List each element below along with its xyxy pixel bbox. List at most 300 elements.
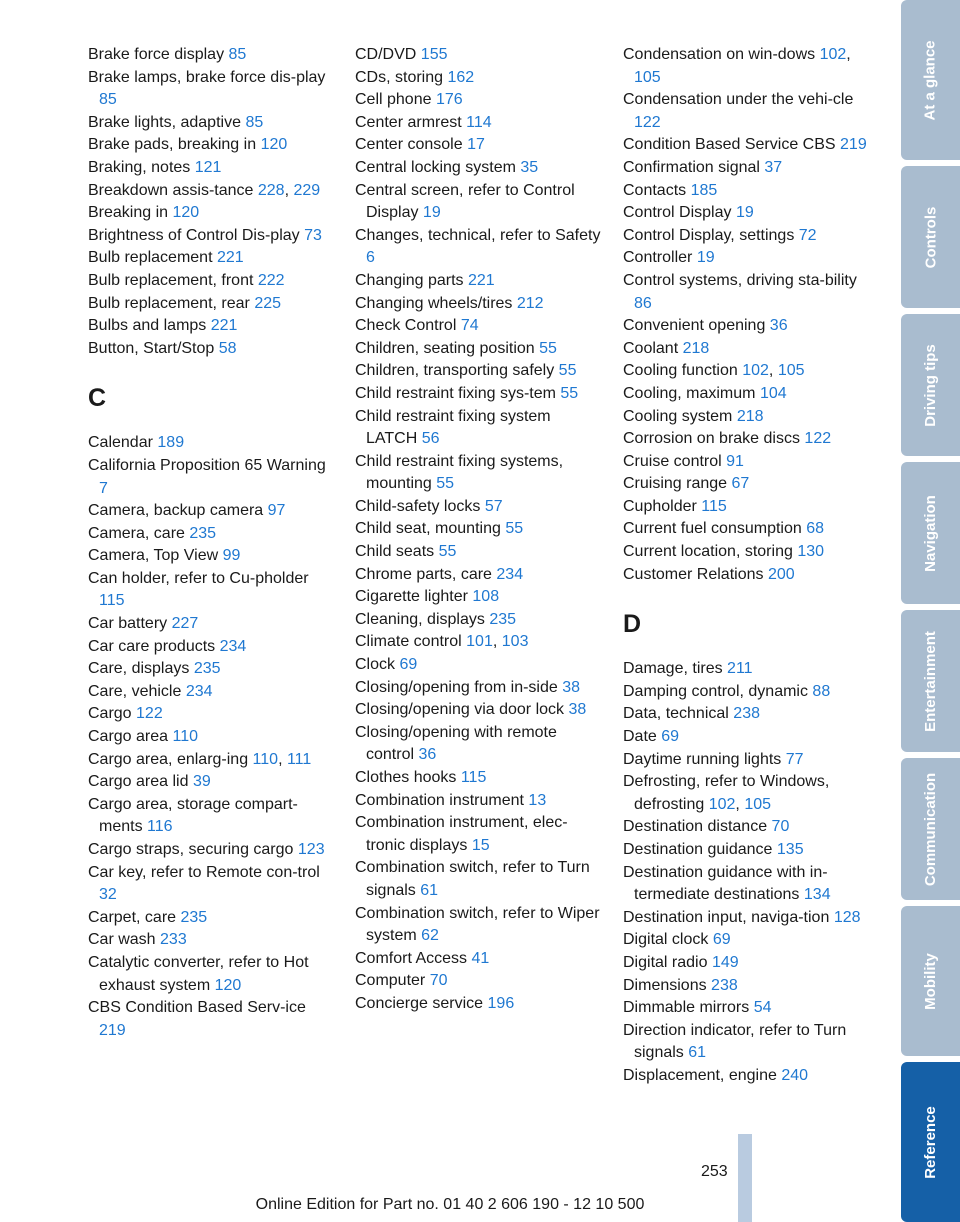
index-entry-text: Bulbs and lamps [88,317,207,335]
index-entry [88,455,328,500]
page-link[interactable]: 77 [785,750,804,768]
index-entry-text: Cruising range [623,475,728,493]
index-entry [355,225,605,270]
page-link[interactable]: 218 [736,407,764,425]
index-entry [88,44,328,67]
page-link[interactable]: 6 [366,249,375,267]
page-link[interactable]: 74 [460,317,479,335]
page-link[interactable]: 122 [136,705,163,723]
page-link[interactable]: 67 [731,475,750,493]
index-entry [88,862,328,907]
tab-navigation[interactable] [901,462,960,604]
index-entry-text: Contacts [623,181,687,199]
page-link[interactable]: 39 [192,773,211,791]
page-link[interactable]: 55 [558,362,577,380]
index-entry: Breakdown assis-tance 228, 229 [88,181,321,199]
index-entry-text: Clock [355,656,396,674]
tab-label: At a glance [922,39,939,121]
page-link[interactable]: 55 [539,339,557,357]
index-entry [623,1065,868,1088]
page-link[interactable]: 36 [769,317,788,335]
index-entry [355,541,605,564]
page-link[interactable]: 222 [257,271,285,289]
index-entry [88,293,328,316]
index-entry [88,681,328,704]
index-entry-text: Care, displays [88,660,190,678]
tab-communication[interactable] [901,758,960,900]
page-link[interactable]: 38 [568,701,587,719]
index-column-1 [88,44,328,1042]
index-entry [355,948,605,971]
index-entry: Cargo area, enlarg-ing 110, 111 [88,750,312,768]
index-entry-text: Changing wheels/tires [355,294,513,312]
index-entry-text: Cigarette lighter [355,588,468,606]
page-link[interactable]: 55 [505,520,524,538]
page-link[interactable]: 85 [228,46,247,63]
index-entry-text: Breaking in [88,204,169,222]
footer-edition: Online Edition for Part no. 01 40 2 606 190 - 12 10 500 [255,1196,645,1213]
page-link[interactable]: 102 [819,46,847,63]
chapter-tabs [901,0,960,1222]
page-link[interactable]: 120 [260,136,288,154]
page-link[interactable]: 234 [496,565,524,583]
index-entry-text: Breakdown assis-tance [88,181,254,199]
index-entry-text: Care, vehicle [88,682,182,700]
index-entry-text: Children, seating position [355,339,535,357]
page-link[interactable]: 19 [422,204,441,222]
index-entry [623,749,868,772]
page-link[interactable]: 13 [528,791,547,809]
tab-label: Controls [922,206,940,268]
index-entry-text: Central locking system [355,158,516,176]
page-link[interactable]: 85 [245,113,264,131]
page-link[interactable]: 7 [99,479,108,497]
index-entry-text: Current fuel consumption [623,520,802,538]
index-entry [355,451,605,496]
index-entry-text: Destination guidance [623,841,773,858]
page-link[interactable]: 61 [688,1044,707,1062]
index-entry-text: Data, technical [623,705,729,723]
page-link[interactable]: 68 [806,520,825,538]
index-column-3 [623,44,868,1088]
index-entry [355,677,605,700]
index-entry [355,586,605,609]
index-entry [355,338,605,361]
index-entry-text: Convenient opening [623,317,766,335]
index-entry-text: Cargo area, storage compart-ments [88,795,298,836]
index-entry: Cooling function 102, 105 [623,362,805,380]
page-link[interactable]: 115 [701,497,727,515]
index-entry [623,541,868,564]
index-entry: Condensation on win-dows 102, 105 [623,46,851,86]
index-entry [623,862,868,907]
index-entry [623,726,868,749]
page-link[interactable]: 91 [726,452,744,470]
page-link[interactable]: 56 [421,430,440,448]
index-entry-text: Brake lamps, brake force dis-play [88,68,326,86]
page-link[interactable]: 54 [753,999,772,1017]
page-link[interactable]: 32 [99,886,117,904]
index-entry [623,816,868,839]
page-link[interactable]: 61 [420,881,439,899]
index-entry-text: Bulb replacement, rear [88,294,250,312]
index-entry-text: Cargo area lid [88,773,189,791]
index-entry-text: Cupholder [623,497,697,515]
index-entry-text: Carpet, care [88,908,177,926]
page-link[interactable]: 162 [447,68,475,86]
page-link[interactable]: 155 [420,46,448,63]
index-entry [88,270,328,293]
index-entry [355,654,605,677]
index-entry-text: Camera, backup camera [88,502,264,520]
page-link[interactable]: 238 [733,705,760,723]
page-link[interactable]: 225 [254,294,282,312]
page-link[interactable]: 122 [634,113,661,131]
page-link[interactable]: 235 [489,610,517,628]
page-link[interactable]: 104 [759,384,787,402]
page-link[interactable]: 211 [727,660,753,678]
index-entry-text: CD/DVD [355,46,417,63]
index-entry [355,315,605,338]
index-entry [623,202,868,225]
page-link[interactable]: 221 [467,271,495,289]
page-link[interactable]: 108 [472,588,500,606]
index-entry-text: Child seats [355,543,435,561]
index-entry-text: Center armrest [355,113,462,131]
index-entry-text: Cooling system [623,407,733,425]
page-link[interactable]: 19 [735,204,754,222]
page-link[interactable]: 19 [696,249,715,267]
tab-entertainment[interactable] [901,610,960,752]
page-link[interactable]: 116 [147,818,173,836]
page-link[interactable]: 120 [214,976,242,994]
page-link[interactable]: 228 [257,181,285,199]
page-link[interactable]: 105 [777,362,805,380]
index-entry-text: Child-safety locks [355,497,481,515]
page-link[interactable]: 97 [267,502,286,520]
index-entry-text: Computer [355,972,426,990]
page-link[interactable]: 57 [484,497,503,515]
index-entry [623,247,868,270]
index-entry [355,89,605,112]
index-entry-text: Destination guidance with in-termediate destinations [623,863,828,904]
page-link[interactable]: 235 [193,660,221,678]
page-link[interactable]: 185 [690,181,718,199]
index-entry-text: Destination distance [623,818,768,836]
page-link[interactable]: 88 [812,682,831,700]
page-link[interactable]: 105 [744,795,772,813]
page-link[interactable]: 115 [99,592,125,610]
page-link[interactable]: 99 [222,547,241,565]
index-entry [88,703,328,726]
index-entry [355,180,605,225]
page-link[interactable]: 235 [189,524,217,542]
page-link[interactable]: 135 [776,841,804,858]
index-entry-text: Clothes hooks [355,769,457,786]
index-entry [623,907,868,930]
index-entry [88,247,328,270]
page-link[interactable]: 72 [798,226,817,244]
index-entry-text: Combination instrument [355,791,524,809]
index-entry-text: Cargo area [88,728,169,746]
page-link[interactable]: 227 [171,615,199,633]
index-entry [88,726,328,749]
page-link[interactable]: 101 [466,633,493,651]
index-entry [355,383,605,406]
page-link[interactable]: 69 [661,728,680,746]
page-link[interactable]: 123 [297,841,325,858]
index-entry: Defrosting, refer to Windows, defrosting 102, 105 [623,773,830,813]
index-entry [355,812,605,857]
index-entry-text: CDs, storing [355,68,444,86]
index-entry [623,134,868,157]
page-link[interactable]: 121 [194,158,222,176]
tab-at-a-glance[interactable] [901,0,960,160]
page-link[interactable]: 15 [471,836,490,854]
page-link[interactable]: 234 [185,682,213,700]
index-entry-text: Car care products [88,637,216,655]
page-link[interactable]: 55 [436,475,455,493]
index-entry-text: Child restraint fixing system LATCH [355,407,551,448]
index-entry [623,225,868,248]
index-entry [88,568,328,613]
index-entry-text: Catalytic converter, refer to Hot exhaust system [88,953,309,994]
index-entry [88,997,328,1042]
page-link[interactable]: 130 [797,543,825,561]
page-link[interactable]: 17 [467,136,485,154]
tab-controls[interactable] [901,166,960,308]
index-entry-text: Direction indicator, refer to Turn signals [623,1021,847,1062]
page-link[interactable]: 120 [172,204,200,222]
page-link[interactable]: 128 [833,908,861,926]
page-link[interactable]: 70 [771,818,790,836]
page-link[interactable]: 212 [516,294,544,312]
index-entry [623,975,868,998]
index-entry [88,545,328,568]
index-entry [623,428,868,451]
index-entry-text: Combination switch, refer to Turn signals [355,859,590,899]
index-entry-text: Combination instrument, elec-tronic displays [355,814,568,854]
index-entry-text: Corrosion on brake discs [623,430,800,448]
index-entry-text: Closing/opening with remote control [355,723,557,764]
page-link[interactable]: 58 [218,339,237,357]
index-entry [355,44,605,67]
index-entry-text: Cruise control [623,452,722,470]
page-link[interactable]: 196 [487,994,515,1012]
section-letter: C [88,384,107,413]
index-entry [88,67,328,112]
index-entry-text: Concierge service [355,994,484,1012]
page-link[interactable]: 234 [219,637,247,655]
page-link[interactable]: 36 [418,746,437,764]
index-entry [88,929,328,952]
index-entry [623,383,868,406]
page-link[interactable]: 115 [460,769,487,786]
page-link[interactable]: 73 [304,226,322,244]
index-entry-text: Condensation on win-dows [623,46,816,63]
index-entry [623,952,868,975]
index-entry [88,202,328,225]
index-entry [355,293,605,316]
index-entry [623,658,868,681]
index-entry [355,903,605,948]
page-link[interactable]: 103 [501,633,529,651]
page-link[interactable]: 86 [634,294,652,312]
page-link[interactable]: 111 [286,750,312,768]
index-entry [355,270,605,293]
index-entry-text: Combination switch, refer to Wiper system [355,904,600,945]
tab-reference[interactable] [901,1062,960,1222]
page-link[interactable]: 229 [293,181,321,199]
index-entry [623,681,868,704]
index-entry [355,496,605,519]
index-entry-text: Condition Based Service CBS [623,136,836,154]
page-link[interactable]: 37 [764,158,783,176]
page-link[interactable]: 38 [562,678,581,696]
index-entry-text: Camera, care [88,524,185,542]
index-entry-text: Comfort Access [355,949,468,967]
index-entry [623,997,868,1020]
index-entry-text: Brake lights, adaptive [88,113,241,131]
index-entry-text: Cargo straps, securing cargo [88,841,294,858]
index-entry-text: Cooling, maximum [623,384,756,402]
index-entry [88,134,328,157]
page-link[interactable]: 55 [438,543,457,561]
index-entry-text: Bulb replacement, front [88,271,254,289]
page-link[interactable]: 102 [708,795,736,813]
index-entry [88,907,328,930]
index-entry [355,767,605,790]
index-entry [355,360,605,383]
page-link[interactable]: 240 [781,1066,809,1084]
index-entry-text: Digital clock [623,931,709,949]
tab-label: Reference [922,1105,940,1179]
page-link[interactable]: 219 [840,136,867,154]
index-entry-text: Dimmable mirrors [623,999,750,1017]
page-link[interactable]: 114 [466,113,492,131]
page-link[interactable]: 69 [712,931,731,949]
index-entry [88,794,328,839]
index-entry-text: Child restraint fixing sys-tem [355,384,556,402]
index-entry-text: Customer Relations [623,565,764,583]
page-link[interactable]: 105 [634,68,661,86]
index-entry-text: Destination input, naviga-tion [623,908,830,926]
page-link[interactable]: 233 [160,931,187,949]
tab-label: Mobility [921,952,939,1010]
index-entry [623,496,868,519]
index-entry [355,157,605,180]
page-link[interactable]: 200 [767,565,795,583]
index-entry [623,839,868,862]
index-entry-text: Defrosting, refer to Windows, defrosting [623,773,830,813]
index-entry-text: Controller [623,249,693,267]
page-link[interactable]: 176 [435,91,463,109]
index-entry-text: Dimensions [623,976,707,994]
page-link[interactable]: 238 [711,976,738,994]
index-entry [88,500,328,523]
page-link[interactable]: 221 [210,317,238,335]
index-entry-text: Changes, technical, refer to Safety [355,226,601,244]
page-link[interactable]: 110 [252,750,279,768]
page-link[interactable]: 69 [399,656,418,674]
index-entry [623,473,868,496]
index-entry [623,1020,868,1065]
index-entry-text: Calendar [88,434,153,452]
index-entry [88,658,328,681]
index-entry-text: Cooling function [623,362,738,380]
index-entry [88,839,328,862]
index-entry [623,270,868,315]
index-entry [88,338,328,361]
page-link[interactable]: 85 [99,91,117,109]
index-entry: Climate control 101, 103 [355,633,529,651]
index-entry [623,157,868,180]
index-entry-text: Cleaning, displays [355,610,485,628]
tab-label: Communication [922,772,939,886]
index-entry [355,993,605,1016]
index-entry-text: Check Control [355,317,457,335]
index-entry-text: Bulb replacement [88,249,213,267]
page-link[interactable]: 134 [803,886,831,904]
page-link[interactable]: 235 [180,908,208,926]
index-entry [623,89,868,134]
page-link[interactable]: 149 [711,953,739,971]
index-entry-text: Braking, notes [88,158,191,176]
index-entry [355,699,605,722]
index-entry-text: Control systems, driving sta-bility [623,271,857,289]
index-entry [623,518,868,541]
index-entry-text: Climate control [355,633,462,651]
index-entry [623,315,868,338]
page-link[interactable]: 218 [682,339,710,357]
index-entry [355,609,605,632]
page-link[interactable]: 219 [99,1021,126,1039]
page-link[interactable]: 55 [560,384,579,402]
page-link[interactable]: 35 [520,158,539,176]
page-link[interactable]: 102 [742,362,769,380]
page-link[interactable]: 122 [804,430,832,448]
index-entry [88,112,328,135]
index-entry [623,406,868,429]
index-entry [88,432,328,455]
index-entry-text: Button, Start/Stop [88,339,215,357]
page-link[interactable]: 221 [216,249,244,267]
tab-mobility[interactable] [901,906,960,1056]
tab-driving-tips[interactable] [901,314,960,456]
page-link[interactable]: 70 [429,972,448,990]
page-link[interactable]: 62 [421,927,439,945]
index-entry [355,406,605,451]
index-entry [355,564,605,587]
index-entry-text: Digital radio [623,953,708,971]
index-entry-text: Car wash [88,931,156,949]
index-entry [355,970,605,993]
tab-label: Driving tips [922,343,940,427]
tab-label: Entertainment [922,630,940,732]
page-link[interactable]: 110 [172,728,199,746]
index-entry [623,929,868,952]
index-entry [88,315,328,338]
index-entry [88,771,328,794]
index-entry-text: Cargo area, enlarg-ing [88,750,249,768]
index-entry-text: Children, transporting safely [355,362,555,380]
index-entry [88,636,328,659]
index-entry-text: Chrome parts, care [355,565,492,583]
index-entry-text: Changing parts [355,271,464,289]
page-link[interactable]: 41 [471,949,490,967]
page-link[interactable]: 189 [157,434,185,452]
index-entry-text: Cargo [88,705,132,723]
